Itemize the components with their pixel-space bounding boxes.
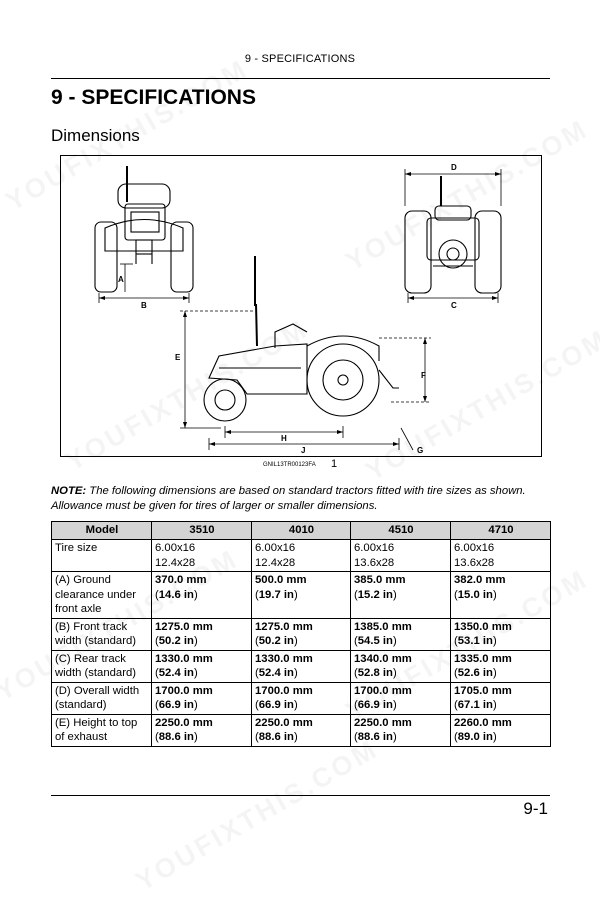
imperial-value: 15.2 in: [357, 588, 393, 601]
cell-value: 6.00x16: [155, 542, 196, 554]
dimension-label-g: G: [417, 446, 424, 455]
front-view-tractor: [95, 166, 193, 292]
row-label: (B) Front track width (standard): [52, 618, 152, 650]
metric-value: 1385.0 mm: [354, 620, 412, 633]
imperial-value: 50.2 in: [258, 635, 294, 647]
figure-number: 1: [331, 458, 338, 470]
metric-value: 1700.0 mm: [155, 684, 213, 697]
table-row: [52, 572, 551, 619]
row-label: (A) Ground clearance under front axle: [52, 572, 152, 619]
metric-value: 1330.0 mm: [155, 652, 213, 665]
page-number: 9-1: [523, 799, 548, 818]
dimension-label-c: C: [451, 301, 457, 310]
table-cell: 1700.0 mm (66.9 in): [351, 682, 451, 714]
imperial-value: 66.9 in: [357, 699, 393, 711]
column-header: 3510: [152, 522, 252, 540]
row-label: (C) Rear track width (standard): [52, 650, 152, 682]
table-cell: 500.0 mm (19.7 in): [252, 572, 351, 619]
table-row: [52, 540, 551, 572]
metric-value: 1350.0 mm: [454, 620, 512, 633]
dimension-label-e: E: [175, 353, 181, 362]
dimension-label-a: A: [118, 275, 124, 284]
tractor-diagram: [61, 156, 541, 456]
metric-value: 370.0 mm: [155, 574, 207, 586]
table-cell: 1700.0 mm (66.9 in): [252, 682, 351, 714]
metric-value: 2250.0 mm: [255, 716, 313, 729]
table-cell: [451, 540, 551, 572]
cell-value: 6.00x16: [255, 542, 296, 554]
imperial-value: 66.9 in: [258, 699, 294, 711]
cell-value: 12.4x28: [255, 556, 296, 569]
imperial-value: 15.0 in: [457, 588, 493, 601]
row-label: Tire size: [52, 540, 152, 572]
dimension-label-j: J: [301, 446, 306, 455]
row-label: (E) Height to top of exhaust: [52, 714, 152, 746]
metric-value: 382.0 mm: [454, 574, 506, 586]
metric-value: 1335.0 mm: [454, 652, 512, 665]
table-cell: [351, 540, 451, 572]
table-cell: 1330.0 mm (52.4 in): [252, 650, 351, 682]
metric-value: 2250.0 mm: [354, 716, 412, 729]
table-cell: 2260.0 mm (89.0 in): [451, 714, 551, 746]
column-header: 4510: [351, 522, 451, 540]
table-cell: 1700.0 mm (66.9 in): [152, 682, 252, 714]
metric-value: 1340.0 mm: [354, 652, 412, 665]
imperial-value: 88.6 in: [258, 731, 294, 743]
dimension-label-h: H: [281, 434, 287, 443]
table-cell: 385.0 mm (15.2 in): [351, 572, 451, 619]
table-cell: 1340.0 mm (52.8 in): [351, 650, 451, 682]
table-cell: 370.0 mm (14.6 in): [152, 572, 252, 619]
metric-value: 1275.0 mm: [155, 620, 213, 633]
metric-value: 2260.0 mm: [454, 716, 512, 729]
chapter-title: 9 - SPECIFICATIONS: [51, 86, 256, 109]
cell-value: 13.6x28: [454, 556, 495, 569]
imperial-value: 89.0 in: [457, 731, 493, 743]
cell-value: 6.00x16: [454, 542, 495, 554]
table-cell: 1705.0 mm (67.1 in): [451, 682, 551, 714]
table-cell: 1350.0 mm (53.1 in): [451, 618, 551, 650]
dimension-label-d: D: [451, 163, 457, 172]
imperial-value: 19.7 in: [258, 588, 294, 601]
header-rule: [51, 78, 550, 79]
metric-value: 1700.0 mm: [255, 684, 313, 697]
imperial-value: 67.1 in: [457, 699, 493, 711]
running-header: 9 - SPECIFICATIONS: [244, 53, 356, 65]
imperial-value: 52.6 in: [457, 667, 493, 679]
imperial-value: 54.5 in: [357, 635, 393, 647]
cell-value: 13.6x28: [354, 556, 395, 569]
table-row: [52, 714, 551, 746]
table-row: [52, 618, 551, 650]
specifications-table: [51, 521, 551, 747]
table-cell: 382.0 mm (15.0 in): [451, 572, 551, 619]
metric-value: 1700.0 mm: [354, 684, 412, 697]
table-cell: 2250.0 mm (88.6 in): [252, 714, 351, 746]
metric-value: 1705.0 mm: [454, 684, 512, 697]
imperial-value: 52.4 in: [258, 667, 294, 679]
imperial-value: 88.6 in: [357, 731, 393, 743]
metric-value: 1330.0 mm: [255, 652, 313, 665]
dimension-label-f: F: [421, 371, 426, 380]
imperial-value: 52.4 in: [158, 667, 194, 679]
table-cell: 1385.0 mm (54.5 in): [351, 618, 451, 650]
rear-view-tractor: [405, 176, 501, 293]
table-row: [52, 650, 551, 682]
row-label: (D) Overall width (standard): [52, 682, 152, 714]
table-cell: 1275.0 mm (50.2 in): [252, 618, 351, 650]
table-cell: 1275.0 mm (50.2 in): [152, 618, 252, 650]
metric-value: 500.0 mm: [255, 574, 307, 586]
metric-value: 2250.0 mm: [155, 716, 213, 729]
column-header: 4710: [451, 522, 551, 540]
column-header: 4010: [252, 522, 351, 540]
table-header-row: [52, 522, 551, 540]
footer-rule: [51, 795, 550, 796]
metric-value: 1275.0 mm: [255, 620, 313, 633]
section-title: Dimensions: [51, 126, 140, 145]
table-cell: [152, 540, 252, 572]
cell-value: 12.4x28: [155, 556, 196, 569]
dimension-label-b: B: [141, 301, 147, 310]
table-cell: [252, 540, 351, 572]
column-header: Model: [52, 522, 152, 540]
figure-code: GNIL13TR00123FA: [263, 462, 316, 468]
watermark-text: [131, 733, 384, 897]
side-view-tractor: [204, 256, 399, 421]
table-cell: 2250.0 mm (88.6 in): [351, 714, 451, 746]
imperial-value: 50.2 in: [158, 635, 194, 647]
table-cell: 1330.0 mm (52.4 in): [152, 650, 252, 682]
imperial-value: 52.8 in: [357, 667, 393, 679]
imperial-value: 53.1 in: [457, 635, 493, 647]
imperial-value: 66.9 in: [158, 699, 194, 711]
cell-value: 6.00x16: [354, 542, 395, 554]
dimensions-figure: [60, 155, 542, 457]
table-row: [52, 682, 551, 714]
note-text: The following dimensions are based on standard tractors fitted with tire sizes as shown. Allowance must be given for tires of larger or smaller dimensions.: [51, 485, 526, 512]
note-paragraph: [51, 484, 551, 514]
metric-value: 385.0 mm: [354, 574, 406, 586]
table-cell: 1335.0 mm (52.6 in): [451, 650, 551, 682]
imperial-value: 14.6 in: [158, 588, 194, 601]
imperial-value: 88.6 in: [158, 731, 194, 743]
note-prefix: NOTE:: [51, 485, 87, 497]
table-cell: 2250.0 mm (88.6 in): [152, 714, 252, 746]
